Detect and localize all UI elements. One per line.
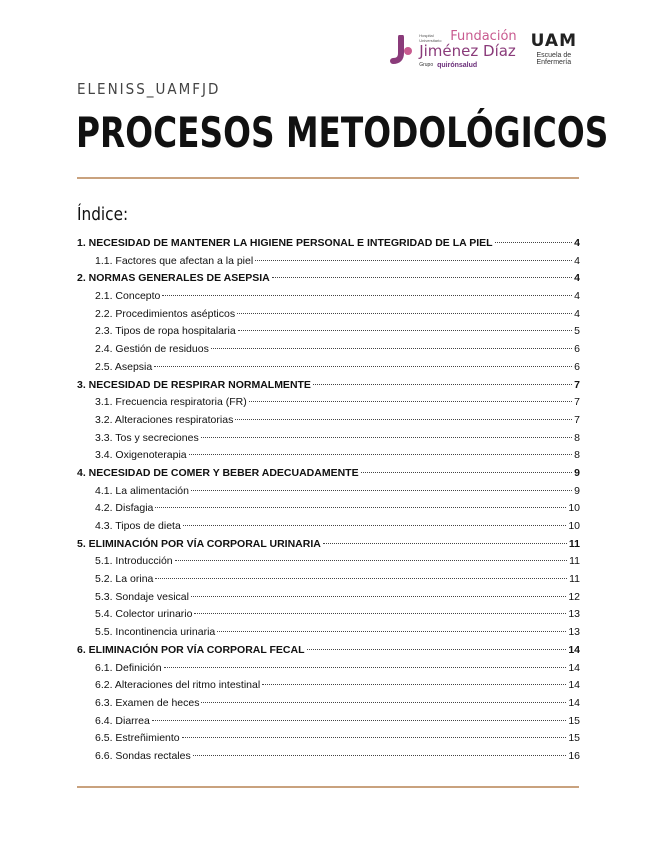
toc-leader-dots bbox=[235, 419, 572, 420]
fjd-logo bbox=[387, 30, 516, 69]
toc-leader-dots bbox=[262, 684, 566, 685]
toc-page-number: 6 bbox=[574, 343, 580, 356]
toc-entry-title: 6.5. Estreñimiento bbox=[95, 732, 180, 745]
toc-leader-dots bbox=[175, 560, 567, 561]
toc-page-number: 7 bbox=[574, 413, 580, 426]
toc-entry-title: 3. NECESIDAD DE RESPIRAR NORMALMENTE bbox=[77, 378, 311, 391]
toc-subsection-entry[interactable] bbox=[77, 679, 580, 697]
toc-entry-title: 2.1. Concepto bbox=[95, 290, 161, 303]
toc-page-number: 14 bbox=[568, 661, 580, 674]
toc-page-number: 14 bbox=[568, 679, 580, 692]
toc-page-number: 4 bbox=[574, 254, 580, 267]
fjd-fundacion: Fundación bbox=[450, 29, 517, 44]
toc-leader-dots bbox=[193, 755, 567, 756]
series-label: ELENISS_UAMFJD bbox=[77, 80, 221, 98]
bottom-divider bbox=[77, 786, 579, 788]
toc-entry-title: 4.2. Disfagia bbox=[95, 502, 154, 515]
toc-entry-title: 5.4. Colector urinario bbox=[95, 608, 193, 621]
toc-entry-title: 5. ELIMINACIÓN POR VÍA CORPORAL URINARIA bbox=[77, 537, 321, 550]
toc-leader-dots bbox=[307, 649, 567, 650]
toc-entry-title: 5.1. Introducción bbox=[95, 555, 173, 568]
toc-entry-title: 6. ELIMINACIÓN POR VÍA CORPORAL FECAL bbox=[77, 643, 305, 656]
toc-page-number: 10 bbox=[568, 520, 580, 532]
toc-page-number: 7 bbox=[574, 378, 580, 391]
toc-entry-title: 3.2. Alteraciones respiratorias bbox=[95, 413, 234, 426]
toc-subsection-entry[interactable] bbox=[77, 432, 580, 450]
page-title: PROCESOS METODOLÓGICOS bbox=[76, 108, 609, 157]
toc-leader-dots bbox=[191, 596, 566, 597]
toc-leader-dots bbox=[255, 260, 572, 261]
toc-leader-dots bbox=[152, 720, 566, 721]
toc-section-entry[interactable] bbox=[77, 467, 580, 485]
toc-subsection-entry[interactable] bbox=[77, 626, 580, 644]
toc-entry-title: 3.3. Tos y secreciones bbox=[95, 431, 199, 444]
toc-entry-title: 2.5. Asepsia bbox=[95, 360, 153, 373]
toc-leader-dots bbox=[201, 437, 572, 438]
toc-entry-title: 4.3. Tipos de dieta bbox=[95, 520, 181, 532]
toc-page-number: 4 bbox=[574, 307, 580, 320]
toc-subsection-entry[interactable] bbox=[77, 573, 580, 591]
toc-leader-dots bbox=[272, 277, 572, 278]
toc-entry-title: 1.1. Factores que afectan a la piel bbox=[95, 254, 254, 267]
toc-page-number: 16 bbox=[568, 749, 580, 762]
fjd-name: Jiménez Díaz bbox=[419, 42, 516, 60]
toc-leader-dots bbox=[237, 313, 572, 314]
toc-leader-dots bbox=[189, 454, 573, 455]
toc-subsection-entry[interactable] bbox=[77, 750, 580, 768]
toc-subsection-entry[interactable] bbox=[77, 555, 580, 573]
toc-leader-dots bbox=[217, 631, 566, 632]
toc-page-number: 11 bbox=[569, 573, 580, 586]
toc-leader-dots bbox=[194, 613, 566, 614]
fjd-mark-icon bbox=[387, 35, 415, 65]
toc-page-number: 4 bbox=[574, 290, 580, 303]
toc-subsection-entry[interactable] bbox=[77, 308, 580, 326]
toc-section-entry[interactable] bbox=[77, 644, 580, 662]
toc-page-number: 10 bbox=[568, 502, 580, 515]
toc-subsection-entry[interactable] bbox=[77, 290, 580, 308]
toc-leader-dots bbox=[164, 667, 567, 668]
toc-page-number: 11 bbox=[568, 537, 580, 550]
toc-section-entry[interactable] bbox=[77, 538, 580, 556]
toc-page-number: 4 bbox=[574, 237, 580, 249]
toc-section-entry[interactable] bbox=[77, 237, 580, 255]
uam-logo bbox=[531, 33, 577, 66]
toc-leader-dots bbox=[313, 384, 572, 385]
toc-leader-dots bbox=[211, 348, 572, 349]
toc-leader-dots bbox=[361, 472, 573, 473]
toc-leader-dots bbox=[154, 366, 572, 367]
index-heading: Índice: bbox=[77, 204, 129, 225]
toc-page-number: 15 bbox=[568, 732, 580, 745]
table-of-contents bbox=[77, 237, 580, 768]
toc-entry-title: 6.1. Definición bbox=[95, 661, 162, 674]
toc-entry-title: 6.6. Sondas rectales bbox=[95, 749, 191, 762]
toc-page-number: 7 bbox=[574, 396, 580, 409]
toc-leader-dots bbox=[238, 330, 572, 331]
toc-page-number: 8 bbox=[574, 449, 580, 462]
fjd-hospital-label: Hospital Universitario bbox=[419, 33, 442, 43]
toc-subsection-entry[interactable] bbox=[77, 325, 580, 343]
toc-page-number: 12 bbox=[568, 590, 580, 603]
top-divider bbox=[77, 177, 579, 179]
toc-subsection-entry[interactable] bbox=[77, 520, 580, 538]
toc-page-number: 5 bbox=[574, 325, 580, 338]
toc-page-number: 8 bbox=[574, 431, 580, 444]
toc-subsection-entry[interactable] bbox=[77, 662, 580, 680]
toc-entry-title: 5.2. La orina bbox=[95, 573, 154, 586]
toc-entry-title: 2.3. Tipos de ropa hospitalaria bbox=[95, 325, 236, 338]
toc-subsection-entry[interactable] bbox=[77, 732, 580, 750]
fjd-group-label: Grupo bbox=[419, 62, 434, 68]
toc-subsection-entry[interactable] bbox=[77, 361, 580, 379]
toc-page-number: 6 bbox=[574, 360, 580, 373]
header-logos bbox=[387, 30, 577, 69]
toc-entry-title: 6.2. Alteraciones del ritmo intestinal bbox=[95, 679, 261, 692]
toc-subsection-entry[interactable] bbox=[77, 396, 580, 414]
toc-entry-title: 6.4. Diarrea bbox=[95, 714, 150, 727]
toc-entry-title: 5.5. Incontinencia urinaria bbox=[95, 626, 216, 639]
toc-leader-dots bbox=[155, 578, 567, 579]
toc-subsection-entry[interactable] bbox=[77, 255, 580, 273]
toc-leader-dots bbox=[183, 525, 567, 526]
toc-subsection-entry[interactable] bbox=[77, 485, 580, 503]
toc-entry-title: 2.2. Procedimientos asépticos bbox=[95, 307, 236, 320]
toc-subsection-entry[interactable] bbox=[77, 343, 580, 361]
toc-entry-title: 6.3. Examen de heces bbox=[95, 696, 200, 709]
toc-leader-dots bbox=[155, 507, 566, 508]
toc-page-number: 14 bbox=[568, 643, 580, 656]
toc-section-entry[interactable] bbox=[77, 379, 580, 397]
toc-entry-title: 4. NECESIDAD DE COMER Y BEBER ADECUADAMENTE bbox=[77, 466, 359, 479]
toc-page-number: 13 bbox=[568, 608, 580, 621]
toc-subsection-entry[interactable] bbox=[77, 715, 580, 733]
toc-page-number: 4 bbox=[574, 272, 580, 285]
toc-leader-dots bbox=[162, 295, 572, 296]
toc-page-number: 11 bbox=[569, 555, 580, 568]
toc-entry-title: 4.1. La alimentación bbox=[95, 484, 189, 497]
toc-page-number: 13 bbox=[568, 626, 580, 639]
toc-subsection-entry[interactable] bbox=[77, 697, 580, 715]
toc-page-number: 9 bbox=[574, 466, 580, 479]
toc-entry-title: 3.1. Frecuencia respiratoria (FR) bbox=[95, 396, 247, 409]
toc-subsection-entry[interactable] bbox=[77, 591, 580, 609]
toc-leader-dots bbox=[182, 737, 567, 738]
uam-wordmark: UAM bbox=[530, 31, 577, 51]
toc-section-entry[interactable] bbox=[77, 272, 580, 290]
toc-page-number: 14 bbox=[568, 696, 580, 709]
toc-entry-title: 3.4. Oxigenoterapia bbox=[95, 449, 187, 462]
toc-entry-title: 2.4. Gestión de residuos bbox=[95, 343, 209, 356]
uam-sub2: Enfermería bbox=[536, 59, 572, 66]
toc-page-number: 15 bbox=[568, 714, 580, 727]
toc-page-number: 9 bbox=[574, 484, 580, 497]
toc-subsection-entry[interactable] bbox=[77, 414, 580, 432]
uam-sub1: Escuela de bbox=[536, 52, 572, 59]
toc-leader-dots bbox=[191, 490, 572, 491]
toc-leader-dots bbox=[201, 702, 566, 703]
toc-leader-dots bbox=[495, 242, 573, 243]
toc-subsection-entry[interactable] bbox=[77, 608, 580, 626]
toc-entry-title: 2. NORMAS GENERALES DE ASEPSIA bbox=[77, 272, 270, 285]
toc-entry-title: 1. NECESIDAD DE MANTENER LA HIGIENE PERSONAL E INTEGRIDAD DE LA PIEL bbox=[77, 237, 493, 249]
toc-leader-dots bbox=[323, 543, 567, 544]
toc-leader-dots bbox=[249, 401, 572, 402]
toc-entry-title: 5.3. Sondaje vesical bbox=[95, 590, 189, 603]
toc-subsection-entry[interactable] bbox=[77, 449, 580, 467]
fjd-group-name: quirónsalud bbox=[437, 62, 478, 69]
toc-subsection-entry[interactable] bbox=[77, 502, 580, 520]
